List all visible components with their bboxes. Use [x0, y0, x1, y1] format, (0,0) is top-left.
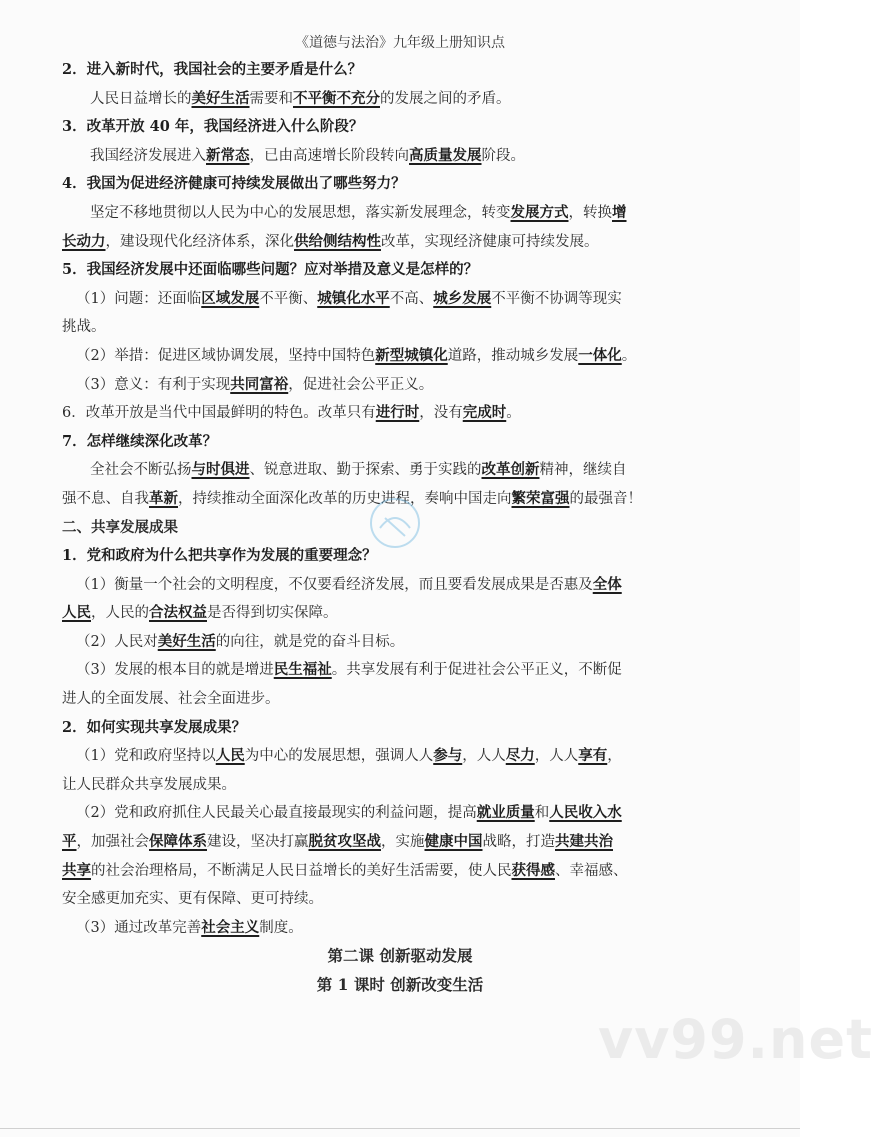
text-line [62, 342, 732, 371]
chapter-title [0, 942, 800, 971]
text-line [62, 656, 732, 685]
text-segment: 阶段。 [481, 147, 525, 164]
text-line [62, 228, 732, 257]
text-segment: ， [607, 748, 622, 765]
text-line [62, 571, 732, 600]
text-segment: 改革，实现经济健康可持续发展。 [381, 233, 599, 250]
text-segment: 2．进入新时代，我国社会的主要矛盾是什么？ [62, 61, 363, 78]
key-term: 发展方式 [510, 203, 569, 221]
text-segment: （3）通过改革完善 [76, 919, 202, 936]
key-term: 社会主义 [201, 918, 260, 936]
text-segment: 人民日益增长的 [90, 90, 192, 107]
text-line [62, 142, 732, 171]
text-segment: ，人人 [462, 748, 506, 765]
text-segment: 不平衡、 [259, 290, 318, 307]
text-line [62, 313, 732, 342]
page-bottom-border [0, 1128, 800, 1129]
text-line [62, 85, 732, 114]
watermark: vv99.net [598, 1008, 873, 1071]
key-term: 民生福祉 [273, 661, 332, 679]
text-segment: 。 [621, 347, 637, 364]
key-term: 保障体系 [149, 833, 207, 851]
text-segment: （3）发展的根本目的就是增进 [76, 662, 274, 679]
key-term: 共享 [62, 861, 91, 879]
text-segment: ，建设现代化经济体系，深化 [105, 233, 294, 250]
text-line [62, 885, 732, 914]
text-segment: 坚定不移地贯彻以人民为中心的发展思想，落实新发展理念，转变 [90, 204, 511, 221]
text-segment: 道路，推动城乡发展 [447, 347, 579, 364]
key-term: 就业质量 [476, 804, 535, 822]
text-segment: 进人的全面发展、社会全面进步。 [62, 691, 280, 708]
text-segment: 二、共享发展成果 [62, 518, 178, 536]
key-term: 人民收入水 [549, 804, 622, 822]
text-segment: 6．改革开放是当代中国最鲜明的特色。改革只有 [62, 405, 376, 422]
text-segment: 让人民群众共享发展成果。 [62, 776, 236, 793]
text-segment: 2．如何实现共享发展成果？ [62, 718, 247, 736]
text-segment: 4．我国为促进经济健康可持续发展做出了哪些努力？ [62, 175, 406, 193]
text-segment: 战略，打造 [482, 834, 555, 851]
text-segment: ，转换 [568, 204, 612, 221]
key-term: 区域发展 [201, 289, 260, 307]
question-line [62, 56, 732, 85]
text-line [62, 285, 732, 314]
text-segment: ，人民的 [91, 605, 149, 622]
text-segment: 的最强音！ [569, 490, 642, 507]
page-header: 《道德与法治》九年级上册知识点 [295, 35, 505, 51]
key-term: 平 [62, 833, 77, 851]
question-line [62, 428, 732, 457]
key-term: 新型城镇化 [375, 346, 448, 364]
text-segment: （1）党和政府坚持以 [76, 748, 216, 765]
key-term: 革新 [149, 489, 178, 507]
text-segment: 。 [506, 405, 521, 422]
text-segment: 5．我国经济发展中还面临哪些问题？应对举措及意义是怎样的？ [62, 261, 479, 279]
text-segment: ，人人 [534, 748, 579, 765]
text-segment: （1）衡量一个社会的文明程度，不仅要看经济发展，而且要看发展成果是否惠及 [76, 576, 593, 593]
text-segment: 需要和 [249, 90, 293, 107]
text-line [62, 771, 732, 800]
key-term: 人民 [215, 747, 245, 765]
text-line [62, 399, 732, 428]
watermark-stamp-icon [360, 488, 430, 558]
key-term: 长动力 [62, 232, 106, 250]
text-segment: 的发展之间的矛盾。 [380, 90, 511, 107]
text-segment: 1．党和政府为什么把共享作为发展的重要理念？ [62, 547, 377, 565]
key-term: 完成时 [462, 404, 507, 422]
key-term: 脱贫攻坚战 [308, 833, 381, 851]
text-segment: （1）问题：还面临 [76, 290, 202, 307]
key-term: 享有 [578, 747, 608, 765]
text-segment: ，持续推动全面深化改革的历史进程，奏响中国走向 [178, 490, 512, 507]
text-segment: 的社会治理格局，不断满足人民日益增长的美好生活需要，使人民 [91, 862, 512, 879]
key-term: 共同富裕 [230, 375, 289, 393]
question-line [62, 256, 732, 285]
text-segment: 强不息、自我 [62, 490, 149, 507]
text-segment: 7．怎样继续深化改革？ [62, 432, 218, 450]
text-segment: 是否得到切实保障。 [207, 605, 338, 622]
question-line [62, 170, 732, 199]
key-term: 改革创新 [481, 461, 540, 479]
key-term: 一体化 [578, 346, 622, 364]
key-term: 与时俱进 [191, 461, 250, 479]
key-term: 健康中国 [424, 833, 483, 851]
text-segment: 我国经济发展进入 [90, 147, 206, 164]
text-line [62, 742, 732, 771]
chapter-title [0, 971, 800, 1000]
text-segment: （2）党和政府抓住人民最关心最直接最现实的利益问题，提高 [76, 805, 477, 822]
text-line [62, 828, 732, 857]
text-line [62, 799, 732, 828]
key-term: 人民 [62, 604, 91, 622]
text-segment: 制度。 [259, 919, 303, 936]
key-term: 城镇化水平 [317, 289, 390, 307]
text-line [62, 914, 732, 943]
text-segment: （3）意义：有利于实现 [76, 376, 231, 393]
text-line [62, 685, 732, 714]
text-line [62, 628, 732, 657]
text-line [62, 371, 732, 400]
text-segment: 第二课 创新驱动发展 [327, 946, 473, 966]
key-term: 不平衡不充分 [293, 89, 380, 107]
text-segment: ，已由高速增长阶段转向 [249, 147, 409, 164]
text-line [62, 599, 732, 628]
text-line [62, 456, 732, 485]
text-segment: ，促进社会公平正义。 [288, 376, 434, 393]
text-segment: 、锐意进取、勤于探索、勇于实践的 [249, 462, 482, 479]
key-term: 美好生活 [157, 632, 216, 650]
text-segment: 不高、 [389, 290, 434, 307]
key-term: 获得感 [511, 861, 555, 879]
text-segment: 的向往，就是党的奋斗目标。 [215, 633, 405, 650]
text-segment: 第 1 课时 创新改变生活 [316, 975, 484, 994]
key-term: 全体 [592, 575, 622, 593]
text-segment: （2）人民对 [76, 633, 158, 650]
text-segment: 、幸福感、 [555, 862, 628, 879]
question-line [62, 714, 732, 743]
text-segment: 为中心的发展思想，强调人人 [244, 748, 434, 765]
text-segment: 建设，坚决打赢 [207, 834, 309, 851]
key-term: 合法权益 [149, 604, 207, 622]
key-term: 新常态 [206, 146, 250, 164]
key-term: 增 [612, 203, 627, 221]
text-segment: 精神，继续自 [539, 462, 627, 479]
text-segment: ，加强社会 [76, 834, 149, 851]
text-segment: （2）举措：促进区域协调发展，坚持中国特色 [76, 347, 376, 364]
text-segment: 和 [534, 805, 550, 822]
text-segment: 不平衡不协调等现实 [491, 290, 622, 307]
key-term: 供给侧结构性 [294, 232, 381, 250]
text-line [62, 199, 732, 228]
text-line [62, 857, 732, 886]
text-segment: ，实施 [381, 834, 425, 851]
key-term: 共建共治 [555, 833, 613, 851]
text-segment: 安全感更加充实、更有保障、更可持续。 [62, 891, 323, 908]
text-segment: 挑战。 [62, 319, 106, 336]
text-segment: ，没有 [419, 405, 463, 422]
text-segment: 。共享发展有利于促进社会公平正义，不断促 [331, 662, 622, 679]
question-line [62, 113, 732, 142]
text-segment: 全社会不断弘扬 [90, 462, 192, 479]
key-term: 进行时 [375, 404, 420, 422]
key-term: 尽力 [505, 747, 535, 765]
key-term: 美好生活 [191, 89, 250, 107]
key-term: 参与 [433, 747, 463, 765]
key-term: 高质量发展 [409, 146, 482, 164]
key-term: 繁荣富强 [511, 489, 570, 507]
text-segment: 3．改革开放 40 年，我国经济进入什么阶段？ [62, 118, 364, 136]
key-term: 城乡发展 [433, 289, 492, 307]
